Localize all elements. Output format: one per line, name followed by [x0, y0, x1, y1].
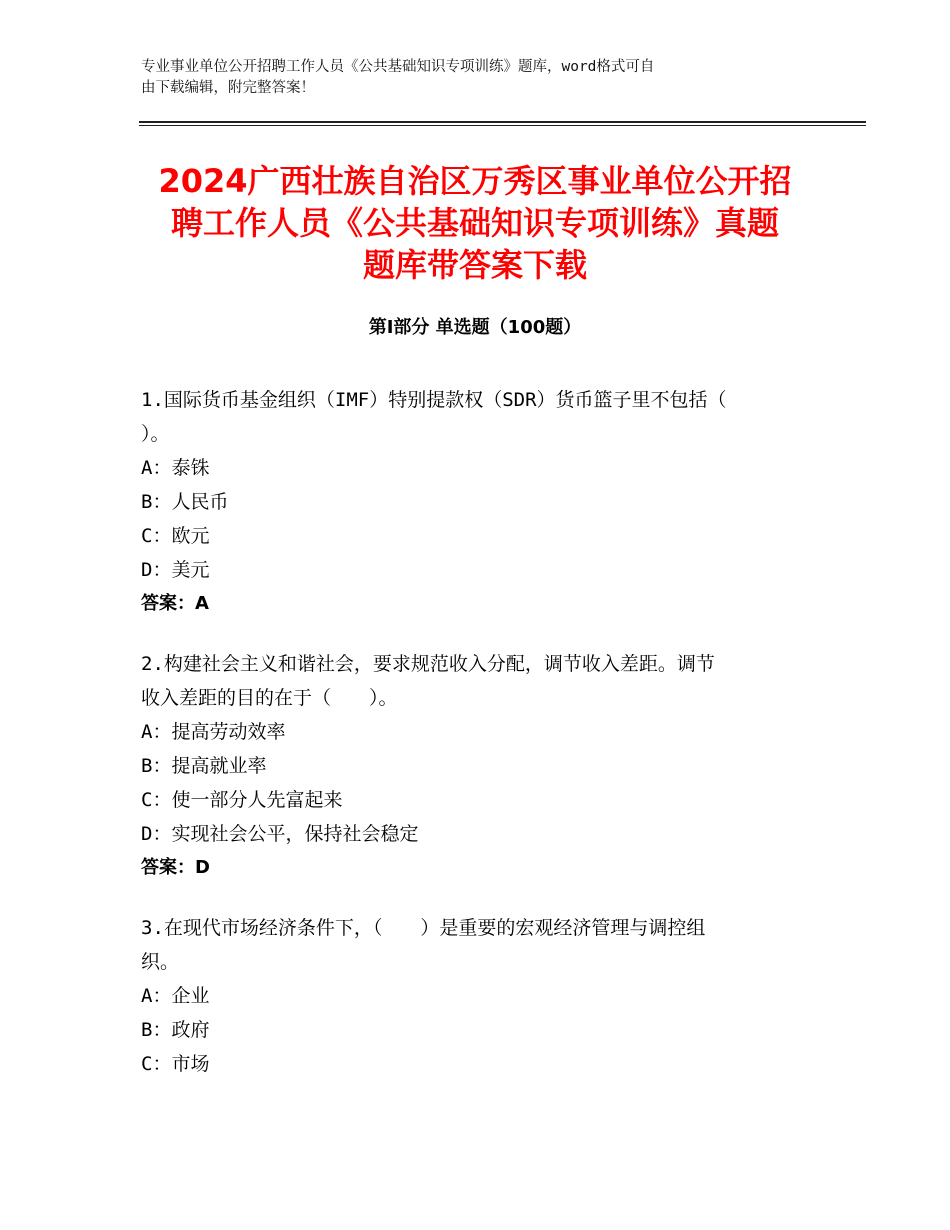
- title-line-1: 2024广西壮族自治区万秀区事业单位公开招: [158, 162, 792, 200]
- header-divider-thin: [139, 125, 866, 126]
- question-stem-line: 收入差距的目的在于（ ）。: [141, 687, 398, 709]
- header-divider-thick: [139, 121, 866, 123]
- option-a: A：泰铢: [141, 457, 210, 479]
- option-b: B：政府: [141, 1019, 210, 1041]
- question-stem-line: 织。: [141, 951, 180, 973]
- question-2: [141, 647, 801, 885]
- option-b: B：人民币: [141, 491, 229, 513]
- option-c: C：欧元: [141, 525, 210, 547]
- header-note-line-1: 专业事业单位公开招聘工作人员《公共基础知识专项训练》题库，word格式可自: [141, 59, 655, 75]
- option-a: A：企业: [141, 985, 210, 1007]
- option-c: C：市场: [141, 1053, 210, 1075]
- title-line-2: 聘工作人员《公共基础知识专项训练》真题: [170, 204, 779, 242]
- question-stem-line: 2.构建社会主义和谐社会，要求规范收入分配，调节收入差距。调节: [141, 653, 715, 675]
- question-stem-line: 3.在现代市场经济条件下，（ ）是重要的宏观经济管理与调控组: [141, 917, 706, 939]
- title-line-3: 题库带答案下载: [362, 246, 587, 284]
- header-note: [141, 57, 806, 99]
- question-3: [141, 911, 801, 1081]
- option-d: D：实现社会公平，保持社会稳定: [141, 823, 419, 845]
- option-b: B：提高就业率: [141, 755, 267, 777]
- section-heading: 第Ⅰ部分 单选题（100题）: [368, 317, 582, 338]
- question-1: [141, 383, 801, 621]
- option-a: A：提高劳动效率: [141, 721, 286, 743]
- question-stem-line: ）。: [141, 423, 170, 445]
- header-note-line-2: 由下载编辑，附完整答案！: [141, 80, 315, 96]
- question-list: [141, 383, 801, 1107]
- document-title: [100, 160, 850, 286]
- answer: 答案：A: [141, 593, 209, 614]
- option-d: D：美元: [141, 559, 210, 581]
- question-stem-line: 1.国际货币基金组织（IMF）特别提款权（SDR）货币篮子里不包括（: [141, 389, 727, 411]
- option-c: C：使一部分人先富起来: [141, 789, 343, 811]
- answer: 答案：D: [141, 857, 210, 878]
